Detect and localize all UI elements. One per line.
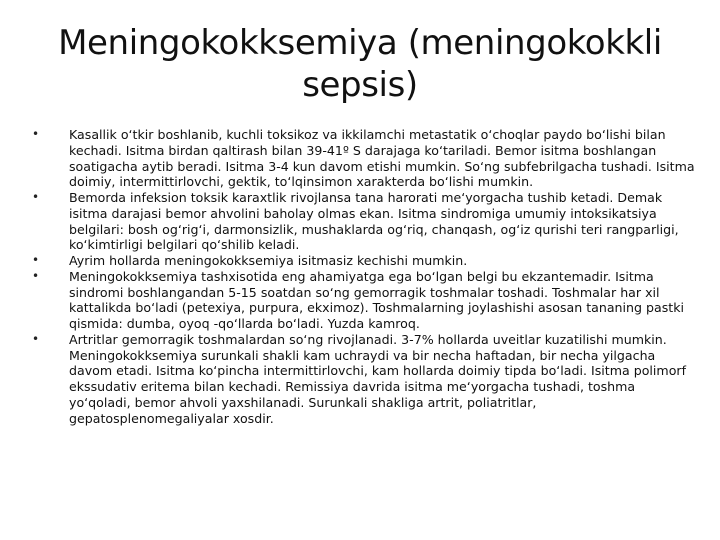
bullet-text: Meningokokksemiya tashxisotida eng ahamiyatga ega bo‘lgan belgi bu ekzantemadir. Isitma sindromi boshlangandan 5-15 soatdan so‘ng gemorragik toshmalar toshadi. Toshmalar har xil kattalikda bo‘ladi (petexiya, purpura, ekximoz). Toshmalarning joylashishi asosan tananing pastki qismida: dumba, oyoq -qo‘llarda bo‘ladi. Yuzda kamroq. [69, 268, 685, 331]
bullet-text: Kasallik o‘tkir boshlanib, kuchli toksikoz va ikkilamchi metastatik o‘choqlar paydo bo‘lishi bilan kechadi. Isitma birdan qaltirash bilan 39-41º S darajaga ko‘tariladi. Bemor isitma boshlangan soatigacha aytib beradi. Isitma 3-4 kun davom etishi mumkin. So‘ng subfebrilgacha tushadi. Isitma doimiy, intermittirlovchi, gektik, to‘lqinsimon xarakterda bo‘lishi mumkin. [69, 127, 695, 190]
bullet-item-1 [30, 127, 698, 190]
slide-title: Meningokokksemiya (meningokokkli sepsis) [58, 23, 662, 105]
bullet-text: Ayrim hollarda meningokokksemiya isitmasiz kechishi mumkin. [69, 253, 468, 268]
bullet-text: Bemorda infeksion toksik karaxtlik rivojlansa tana harorati me‘yorgacha tushib ketadi. Demak isitma darajasi bemor ahvolini baholay olmas ekan. Isitma sindromiga umumiy intoksikatsiya belgilari: bosh og‘rig‘i, darmonsizlik, mushaklarda og‘riq, chanqash, og‘iz qurishi teri rangparligi, ko‘kimtirligi belgilari qo‘shilib keladi. [69, 190, 679, 253]
bullet-text: Artritlar gemorragik toshmalardan so‘ng rivojlanadi. 3-7% hollarda uveitlar kuzatilishi mumkin. Meningokokksemiya surunkali shakli kam uchraydi va bir necha haftadan, bir necha yilgacha davom etadi. Isitma ko‘pincha intermittirlovchi, kam hollarda doimiy tipda bo‘ladi. Isitma polimorf ekssudativ eritema bilan kechadi. Remissiya davrida isitma me‘yorgacha tushadi, toshma yo‘qoladi, bemor ahvoli yaxshilanadi. Surunkali shakliga artrit, poliatritlar, gepatosplenomegaliyalar xosdir. [69, 331, 687, 426]
bullet-item-5 [30, 332, 698, 427]
bullet-marker: • [32, 268, 40, 283]
bullet-item-3 [30, 253, 698, 269]
bullet-marker: • [32, 253, 40, 267]
bullet-marker: • [32, 190, 40, 204]
bullet-marker: • [32, 127, 40, 141]
bullet-list [30, 127, 698, 426]
bullet-item-2 [30, 190, 698, 253]
bullet-item-4 [30, 269, 698, 332]
bullet-marker: • [32, 331, 40, 346]
